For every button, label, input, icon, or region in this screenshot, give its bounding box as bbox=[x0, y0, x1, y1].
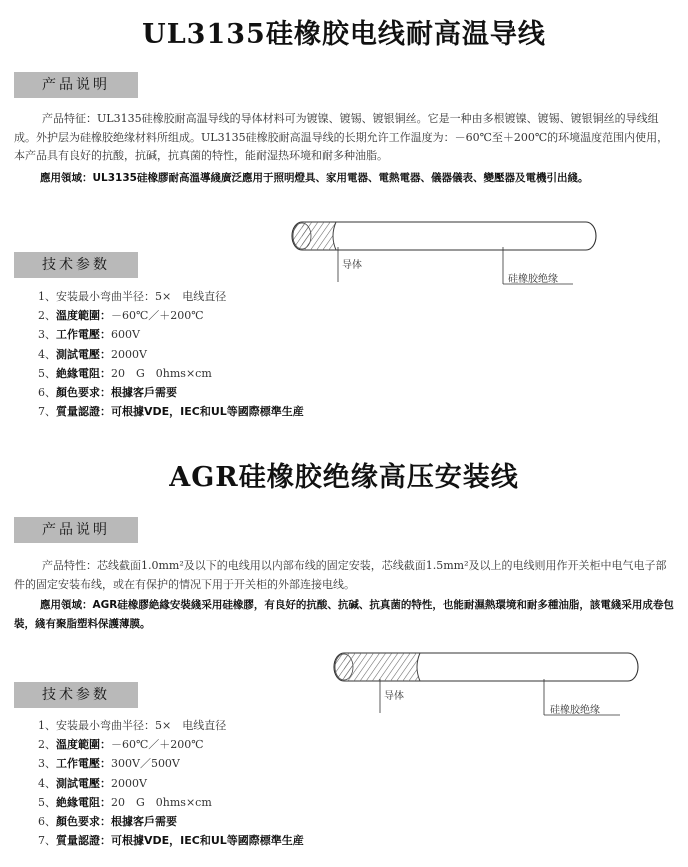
spec-number: 5、 bbox=[38, 795, 56, 809]
section1-title: UL3135硅橡胶电线耐高温导线 bbox=[142, 19, 546, 50]
spec-value: 20 G 0hms×cm bbox=[111, 366, 212, 380]
spec-key: 顏色要求： bbox=[56, 385, 111, 399]
spec-number: 6、 bbox=[38, 385, 56, 399]
spec-item bbox=[38, 345, 304, 364]
spec-key: 安装最小弯曲半径： bbox=[56, 290, 155, 303]
spec-key: 工作電壓： bbox=[56, 757, 111, 771]
section1-desc-text: 产品特征：UL3135硅橡胶耐高温导线的导体材料可为镀镍、镀锡、镀银铜丝。它是一种由多根镀镍、镀锡、镀银铜丝的导线组成。外护层为硅橡胶绝缘材料所组成。UL3135硅橡胶耐高温导线的长期允许工作温度为：－60℃至＋200℃的环境温度范围内使用，本产品具有良好的抗酸，抗碱，抗真菌的特性，能耐湿热环境和耐多种油脂。 bbox=[14, 112, 669, 162]
spec-value: 2000V bbox=[111, 347, 147, 361]
spec-key: 顏色要求： bbox=[56, 814, 111, 828]
spec-key: 測試電壓： bbox=[56, 776, 111, 790]
spec-item bbox=[38, 287, 304, 306]
spec-item bbox=[38, 735, 304, 754]
section2-application bbox=[14, 596, 682, 633]
spec-key: 測試電壓： bbox=[56, 347, 111, 361]
spec-number: 1、 bbox=[38, 290, 56, 303]
spec-number: 3、 bbox=[38, 757, 56, 771]
section2-app-label: 應用領域： bbox=[40, 599, 93, 611]
spec-key: 質量認證： bbox=[56, 405, 111, 419]
spec-value: 可根據VDE，IEC和UL等國際標準生産 bbox=[111, 834, 304, 848]
spec-item bbox=[38, 402, 304, 421]
spec-number: 4、 bbox=[38, 347, 56, 361]
spec-key: 溫度範圍： bbox=[56, 309, 111, 323]
section2-spec-list bbox=[38, 716, 304, 850]
section1-spec-list bbox=[38, 287, 304, 421]
spec-item bbox=[38, 306, 304, 325]
section1-tech-tag: 技术参数 bbox=[14, 252, 138, 278]
spec-number: 7、 bbox=[38, 405, 56, 419]
section1-app-label: 應用領域： bbox=[40, 172, 93, 184]
spec-value: 20 G 0hms×cm bbox=[111, 795, 212, 809]
spec-item bbox=[38, 754, 304, 773]
spec-value: 根據客戶需要 bbox=[111, 814, 177, 828]
spec-number: 1、 bbox=[38, 719, 56, 732]
spec-item bbox=[38, 325, 304, 344]
spec-item bbox=[38, 831, 304, 850]
spec-number: 2、 bbox=[38, 738, 56, 752]
section1-app-text: UL3135硅橡膠耐高溫導綫廣泛應用于照明燈具、家用電器、電熱電器、儀器儀表、變壓器及電機引出綫。 bbox=[92, 172, 589, 184]
spec-item bbox=[38, 716, 304, 735]
section2-desc-text: 产品特性：芯线截面1.0mm²及以下的电线用以内部布线的固定安装，芯线截面1.5mm²及以上的电线则用作开关柜中电气电子部件的固定安装布线，或在有保护的情况下用于开关柜的外部连接电线。 bbox=[14, 559, 667, 591]
spec-value: 600V bbox=[111, 328, 140, 342]
section1-conductor-label: 导体 bbox=[342, 260, 362, 271]
spec-value: －60℃／＋200℃ bbox=[111, 309, 204, 323]
spec-key: 工作電壓： bbox=[56, 328, 111, 342]
section1-desc-tag: 产品说明 bbox=[14, 72, 138, 98]
spec-item bbox=[38, 383, 304, 402]
spec-value: 2000V bbox=[111, 776, 147, 790]
section2-cable-diagram bbox=[330, 645, 650, 723]
spec-value: －60℃／＋200℃ bbox=[111, 738, 204, 752]
spec-item bbox=[38, 364, 304, 383]
section1-insulation-label: 硅橡胶绝缘 bbox=[508, 274, 558, 285]
section2-conductor-label: 导体 bbox=[384, 691, 404, 702]
section2-app-text: AGR硅橡膠絶緣安裝綫采用硅橡膠，有良好的抗酸、抗碱、抗真菌的特性，也能耐濕熱環境和耐多種油脂，該電綫采用成卷包裝，綫有聚脂塑料保護薄膜。 bbox=[14, 599, 674, 630]
spec-number: 6、 bbox=[38, 814, 56, 828]
section2-desc-tag: 产品说明 bbox=[14, 517, 138, 543]
section2-title: AGR硅橡胶绝缘高压安装线 bbox=[169, 462, 519, 493]
spec-number: 5、 bbox=[38, 366, 56, 380]
spec-key: 溫度範圍： bbox=[56, 738, 111, 752]
section1-cable-diagram bbox=[288, 212, 608, 292]
spec-value: 5× 电线直径 bbox=[155, 719, 227, 732]
spec-value: 300V／500V bbox=[111, 757, 180, 771]
spec-number: 2、 bbox=[38, 309, 56, 323]
spec-value: 5× 电线直径 bbox=[155, 290, 227, 303]
spec-key: 質量認證： bbox=[56, 834, 111, 848]
spec-item bbox=[38, 812, 304, 831]
spec-number: 4、 bbox=[38, 776, 56, 790]
section2-tech-tag: 技术参数 bbox=[14, 682, 138, 708]
section1-application bbox=[14, 169, 682, 188]
spec-number: 7、 bbox=[38, 834, 56, 848]
spec-item bbox=[38, 774, 304, 793]
spec-value: 可根據VDE，IEC和UL等國際標準生産 bbox=[111, 405, 304, 419]
spec-value: 根據客戶需要 bbox=[111, 385, 177, 399]
spec-key: 絶緣電阻： bbox=[56, 366, 111, 380]
spec-item bbox=[38, 793, 304, 812]
spec-number: 3、 bbox=[38, 328, 56, 342]
spec-key: 絶緣電阻： bbox=[56, 795, 111, 809]
spec-key: 安装最小弯曲半径： bbox=[56, 719, 155, 732]
section2-insulation-label: 硅橡胶绝缘 bbox=[550, 705, 600, 716]
